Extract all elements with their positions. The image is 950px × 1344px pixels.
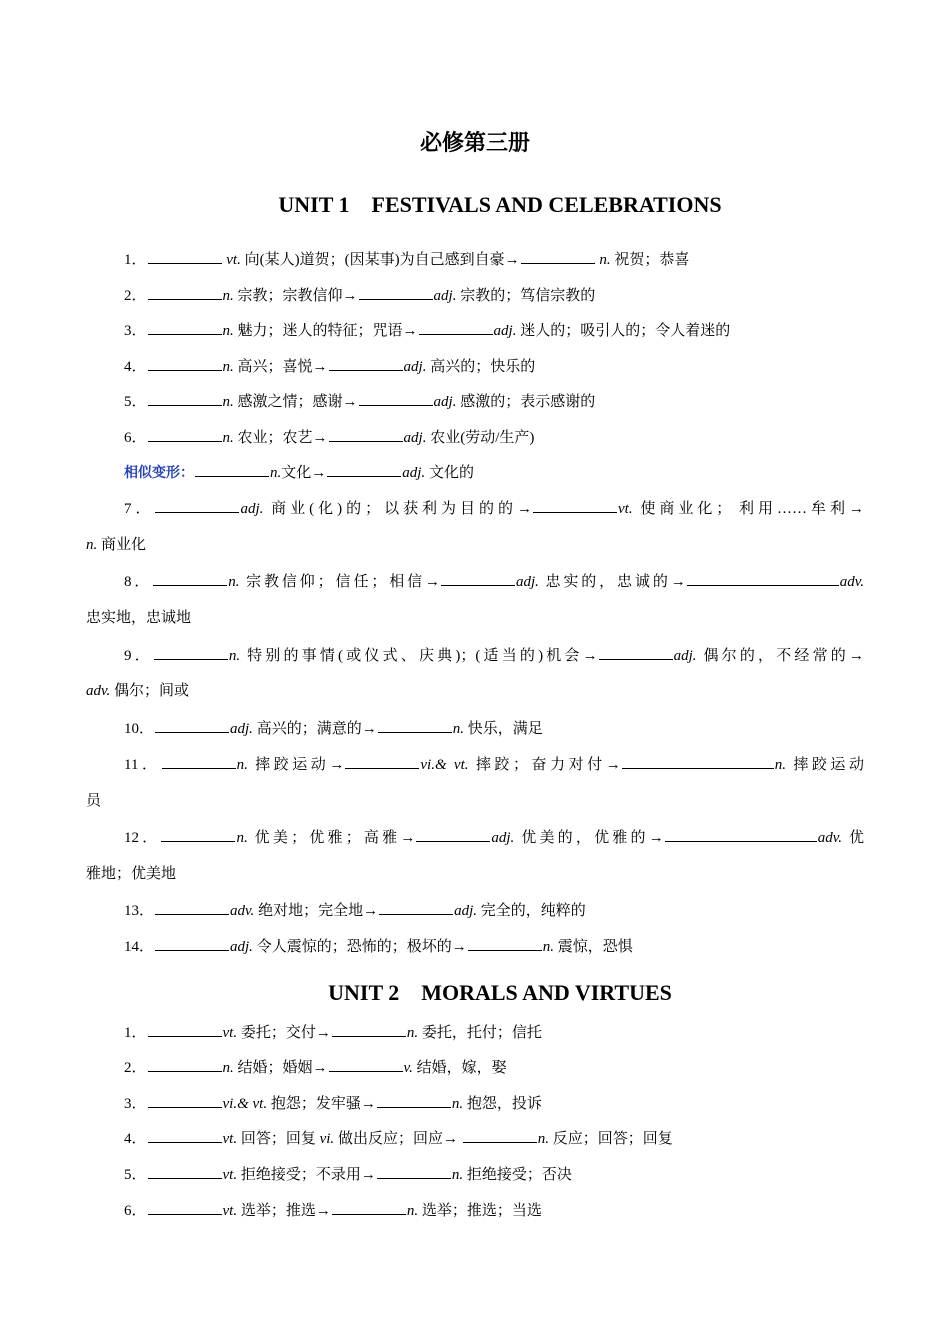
- vocab-item: 1． vt. 向(某人)道贺；(因某事)为自己感到自豪→ n. 祝贺；恭喜: [124, 248, 689, 268]
- vocab-item-continuation: 雅地；优美地: [86, 866, 177, 882]
- answer-blank[interactable]: [162, 753, 236, 769]
- answer-blank[interactable]: [148, 1163, 222, 1179]
- vocab-item: 4． n. 高兴；喜悦→ adj. 高兴的；快乐的: [124, 355, 535, 375]
- answer-blank[interactable]: [665, 826, 817, 842]
- vocab-item: 10． adj. 高兴的；满意的→ n. 快乐，满足: [124, 717, 543, 737]
- answer-blank[interactable]: [148, 355, 222, 371]
- similar-transform-label: 相似变形：: [124, 465, 194, 481]
- answer-blank[interactable]: [195, 461, 269, 477]
- unit2-heading: UNIT 2 MORALS AND VIRTUES: [328, 980, 672, 1005]
- answer-blank[interactable]: [155, 717, 229, 733]
- answer-blank[interactable]: [359, 390, 433, 406]
- answer-blank[interactable]: [148, 390, 222, 406]
- vocab-item-continuation: 忠实地，忠诚地: [86, 610, 192, 626]
- answer-blank[interactable]: [148, 1127, 222, 1143]
- vocab-item-continuation: 员: [86, 793, 102, 809]
- answer-blank[interactable]: [161, 826, 235, 842]
- answer-blank[interactable]: [327, 461, 401, 477]
- vocab-item: 7． adj. 商业(化)的；以获利为目的的→ vt. 使商业化； 利用……牟利→: [124, 497, 864, 517]
- answer-blank[interactable]: [463, 1127, 537, 1143]
- answer-blank[interactable]: [148, 319, 222, 335]
- answer-blank[interactable]: [153, 570, 227, 586]
- answer-blank[interactable]: [359, 284, 433, 300]
- vocab-item: 5． n. 感激之情；感谢→ adj. 感激的；表示感谢的: [124, 390, 595, 410]
- answer-blank[interactable]: [155, 899, 229, 915]
- vocab-item: 12． n. 优美；优雅；高雅→ adj. 优美的，优雅的→ adv. 优: [124, 826, 864, 846]
- vocab-item-continuation: adv. 偶尔；间或: [86, 683, 190, 699]
- answer-blank[interactable]: [377, 1092, 451, 1108]
- answer-blank[interactable]: [155, 497, 239, 513]
- answer-blank[interactable]: [379, 899, 453, 915]
- answer-blank[interactable]: [329, 355, 403, 371]
- answer-blank[interactable]: [148, 426, 222, 442]
- answer-blank[interactable]: [378, 717, 452, 733]
- vocab-item-continuation: n. 商业化: [86, 537, 147, 553]
- answer-blank[interactable]: [154, 644, 228, 660]
- page-title: 必修第三册: [419, 131, 530, 156]
- vocab-item: 9． n. 特别的事情(或仪式、庆典)；(适当的)机会→ adj. 偶尔的，不经常的→: [124, 644, 864, 664]
- vocab-item: 2． n. 结婚；婚姻→ v. 结婚，嫁，娶: [124, 1056, 507, 1076]
- answer-blank[interactable]: [441, 570, 515, 586]
- answer-blank[interactable]: [687, 570, 839, 586]
- vocab-item: 6． n. 农业；农艺→ adj. 农业(劳动/生产): [124, 426, 534, 446]
- answer-blank[interactable]: [332, 1199, 406, 1215]
- answer-blank[interactable]: [419, 319, 493, 335]
- answer-blank[interactable]: [148, 284, 222, 300]
- answer-blank[interactable]: [468, 935, 542, 951]
- vocab-item: 11． n. 摔跤运动→ vi.& vt. 摔跤；奋力对付→ n. 摔跤运动: [124, 753, 864, 773]
- vocab-item: 14． adj. 令人震惊的；恐怖的；极坏的→ n. 震惊，恐惧: [124, 935, 633, 955]
- vocab-item: 4． vt. 回答；回复 vi. 做出反应；回应→ n. 反应；回答；回复: [124, 1127, 673, 1147]
- answer-blank[interactable]: [377, 1163, 451, 1179]
- similar-transform-item: 相似变形： n.文化→ adj. 文化的: [124, 461, 474, 481]
- answer-blank[interactable]: [329, 1056, 403, 1072]
- unit1-heading: UNIT 1 FESTIVALS AND CELEBRATIONS: [278, 192, 722, 217]
- answer-blank[interactable]: [155, 935, 229, 951]
- answer-blank[interactable]: [599, 644, 673, 660]
- answer-blank[interactable]: [148, 248, 222, 264]
- vocab-item: 8． n. 宗教信仰；信任；相信→ adj. 忠实的，忠诚的→ adv.: [124, 570, 864, 590]
- vocab-item: 6． vt. 选举；推选→ n. 选举；推选；当选: [124, 1199, 542, 1219]
- answer-blank[interactable]: [332, 1021, 406, 1037]
- answer-blank[interactable]: [148, 1092, 222, 1108]
- vocab-item: 2． n. 宗教；宗教信仰→ adj. 宗教的；笃信宗教的: [124, 284, 595, 304]
- vocab-item: 5． vt. 拒绝接受；不录用→ n. 拒绝接受；否决: [124, 1163, 572, 1183]
- vocab-item: 3． n. 魅力；迷人的特征；咒语→ adj. 迷人的；吸引人的；令人着迷的: [124, 319, 730, 339]
- answer-blank[interactable]: [148, 1056, 222, 1072]
- answer-blank[interactable]: [148, 1021, 222, 1037]
- answer-blank[interactable]: [329, 426, 403, 442]
- answer-blank[interactable]: [533, 497, 617, 513]
- vocab-item: 1． vt. 委托；交付→ n. 委托，托付；信托: [124, 1021, 542, 1041]
- answer-blank[interactable]: [148, 1199, 222, 1215]
- answer-blank[interactable]: [622, 753, 774, 769]
- vocab-item: 13． adv. 绝对地；完全地→ adj. 完全的，纯粹的: [124, 899, 586, 919]
- vocab-item: 3． vi.& vt. 抱怨；发牢骚→ n. 抱怨，投诉: [124, 1092, 542, 1112]
- answer-blank[interactable]: [345, 753, 419, 769]
- answer-blank[interactable]: [521, 248, 595, 264]
- answer-blank[interactable]: [416, 826, 490, 842]
